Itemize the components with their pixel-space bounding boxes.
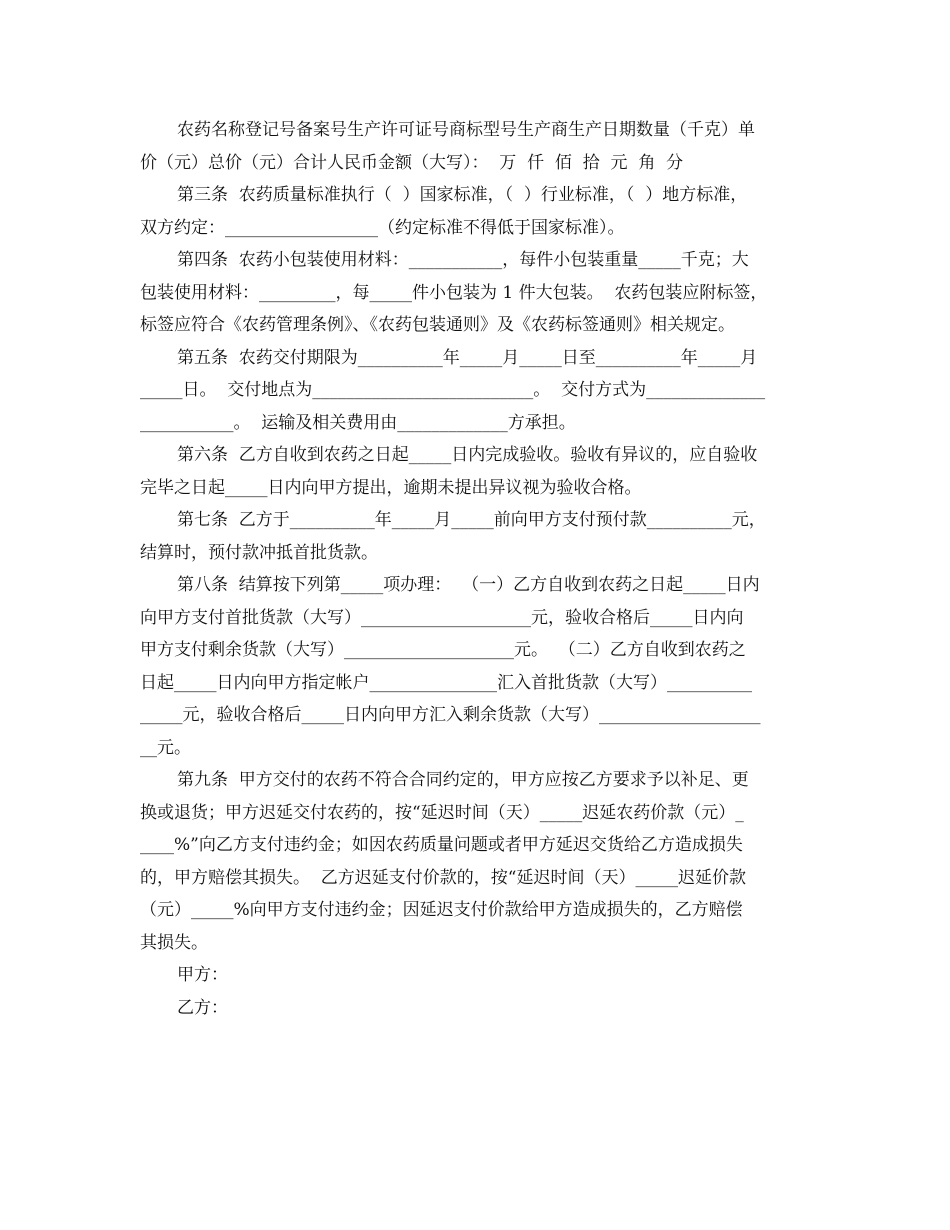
- article-4-paragraph: [0, 244, 950, 342]
- party-a-signature-label: 甲方：: [177, 965, 228, 985]
- text-line: _____日。 交付地点为__________________________。 交付方式为______________: [140, 380, 766, 400]
- article-8-paragraph: [0, 569, 950, 764]
- article-9-paragraph: [0, 764, 950, 959]
- text-line: （元）_____%向甲方支付违约金；因延迟支付价款给甲方造成损失的，乙方赔偿: [140, 900, 743, 920]
- text-line: 甲方支付剩余货款（大写）____________________元。 （二）乙方自收到农药之: [140, 640, 746, 660]
- article-6-paragraph: [0, 439, 950, 504]
- text-line: __元。: [140, 737, 191, 758]
- text-line: 换或退货；甲方迟延交付农药的，按“延迟时间（天）_____迟延农药价款（元）_: [140, 802, 744, 823]
- text-line: 日起_____日内向甲方指定帐户_______________汇入首批货款（大写）__________: [140, 672, 752, 693]
- text-line: ___________。 运输及相关费用由_____________方承担。: [140, 412, 576, 433]
- article-3-paragraph: [0, 179, 950, 244]
- contract-document: [0, 114, 950, 1024]
- text-line: 第七条 乙方于__________年_____月_____前向甲方支付预付款__________元，: [177, 510, 766, 530]
- text-line: 标签应符合《农药管理条例》、《农药包装通则》及《农药标签通则》相关规定。: [140, 315, 735, 335]
- text-line: _____元，验收合格后_____日内向甲方汇入剩余货款（大写）___________________: [140, 705, 761, 725]
- text-line: 向甲方支付首批货款（大写）____________________元，验收合格后_____日内向: [140, 607, 744, 628]
- text-line: 第九条 甲方交付的农药不符合合同约定的，甲方应按乙方要求予以补足、更: [177, 770, 749, 790]
- signature-block: [0, 959, 950, 1024]
- text-line: 第八条 结算按下列第_____项办理： （一）乙方自收到农药之日起_____日内: [177, 575, 760, 595]
- text-line: 双方约定：__________________（约定标准不得低于国家标准）。: [140, 217, 625, 238]
- text-line: 价（元）总价（元）合计人民币金额（大写）： 万 仟 佰 拾 元 角 分: [140, 152, 684, 173]
- text-line: 第六条 乙方自收到农药之日起_____日内完成验收。验收有异议的，应自验收: [177, 445, 758, 465]
- text-line: 其损失。: [140, 932, 208, 953]
- text-line: 农药名称登记号备案号生产许可证号商标型号生产商生产日期数量（千克）单: [177, 120, 755, 140]
- text-line: 第三条 农药质量标准执行（ ）国家标准，（ ）行业标准，（ ）地方标准，: [177, 185, 748, 205]
- text-line: 的，甲方赔偿其损失。 乙方迟延支付价款的，按“延迟时间（天）_____迟延价款: [140, 867, 746, 888]
- product-header-paragraph: [0, 114, 950, 179]
- text-line: 结算时，预付款冲抵首批货款。: [140, 542, 378, 563]
- text-line: 第四条 农药小包装使用材料：___________，每件小包装重量_____千克；大: [177, 250, 749, 270]
- text-line: ____%”向乙方支付违约金；如因农药质量问题或者甲方延迟交货给乙方造成损失: [140, 835, 743, 855]
- text-line: 包装使用材料：_________，每_____件小包装为 1 件大包装。 农药包装应附标签，: [140, 282, 768, 303]
- party-b-signature-label: 乙方：: [177, 997, 228, 1018]
- article-5-paragraph: [0, 342, 950, 440]
- text-line: 第五条 农药交付期限为__________年_____月_____日至__________年_____月: [177, 347, 758, 368]
- article-7-paragraph: [0, 504, 950, 569]
- text-line: 完毕之日起_____日内向甲方提出，逾期未提出异议视为验收合格。: [140, 477, 642, 498]
